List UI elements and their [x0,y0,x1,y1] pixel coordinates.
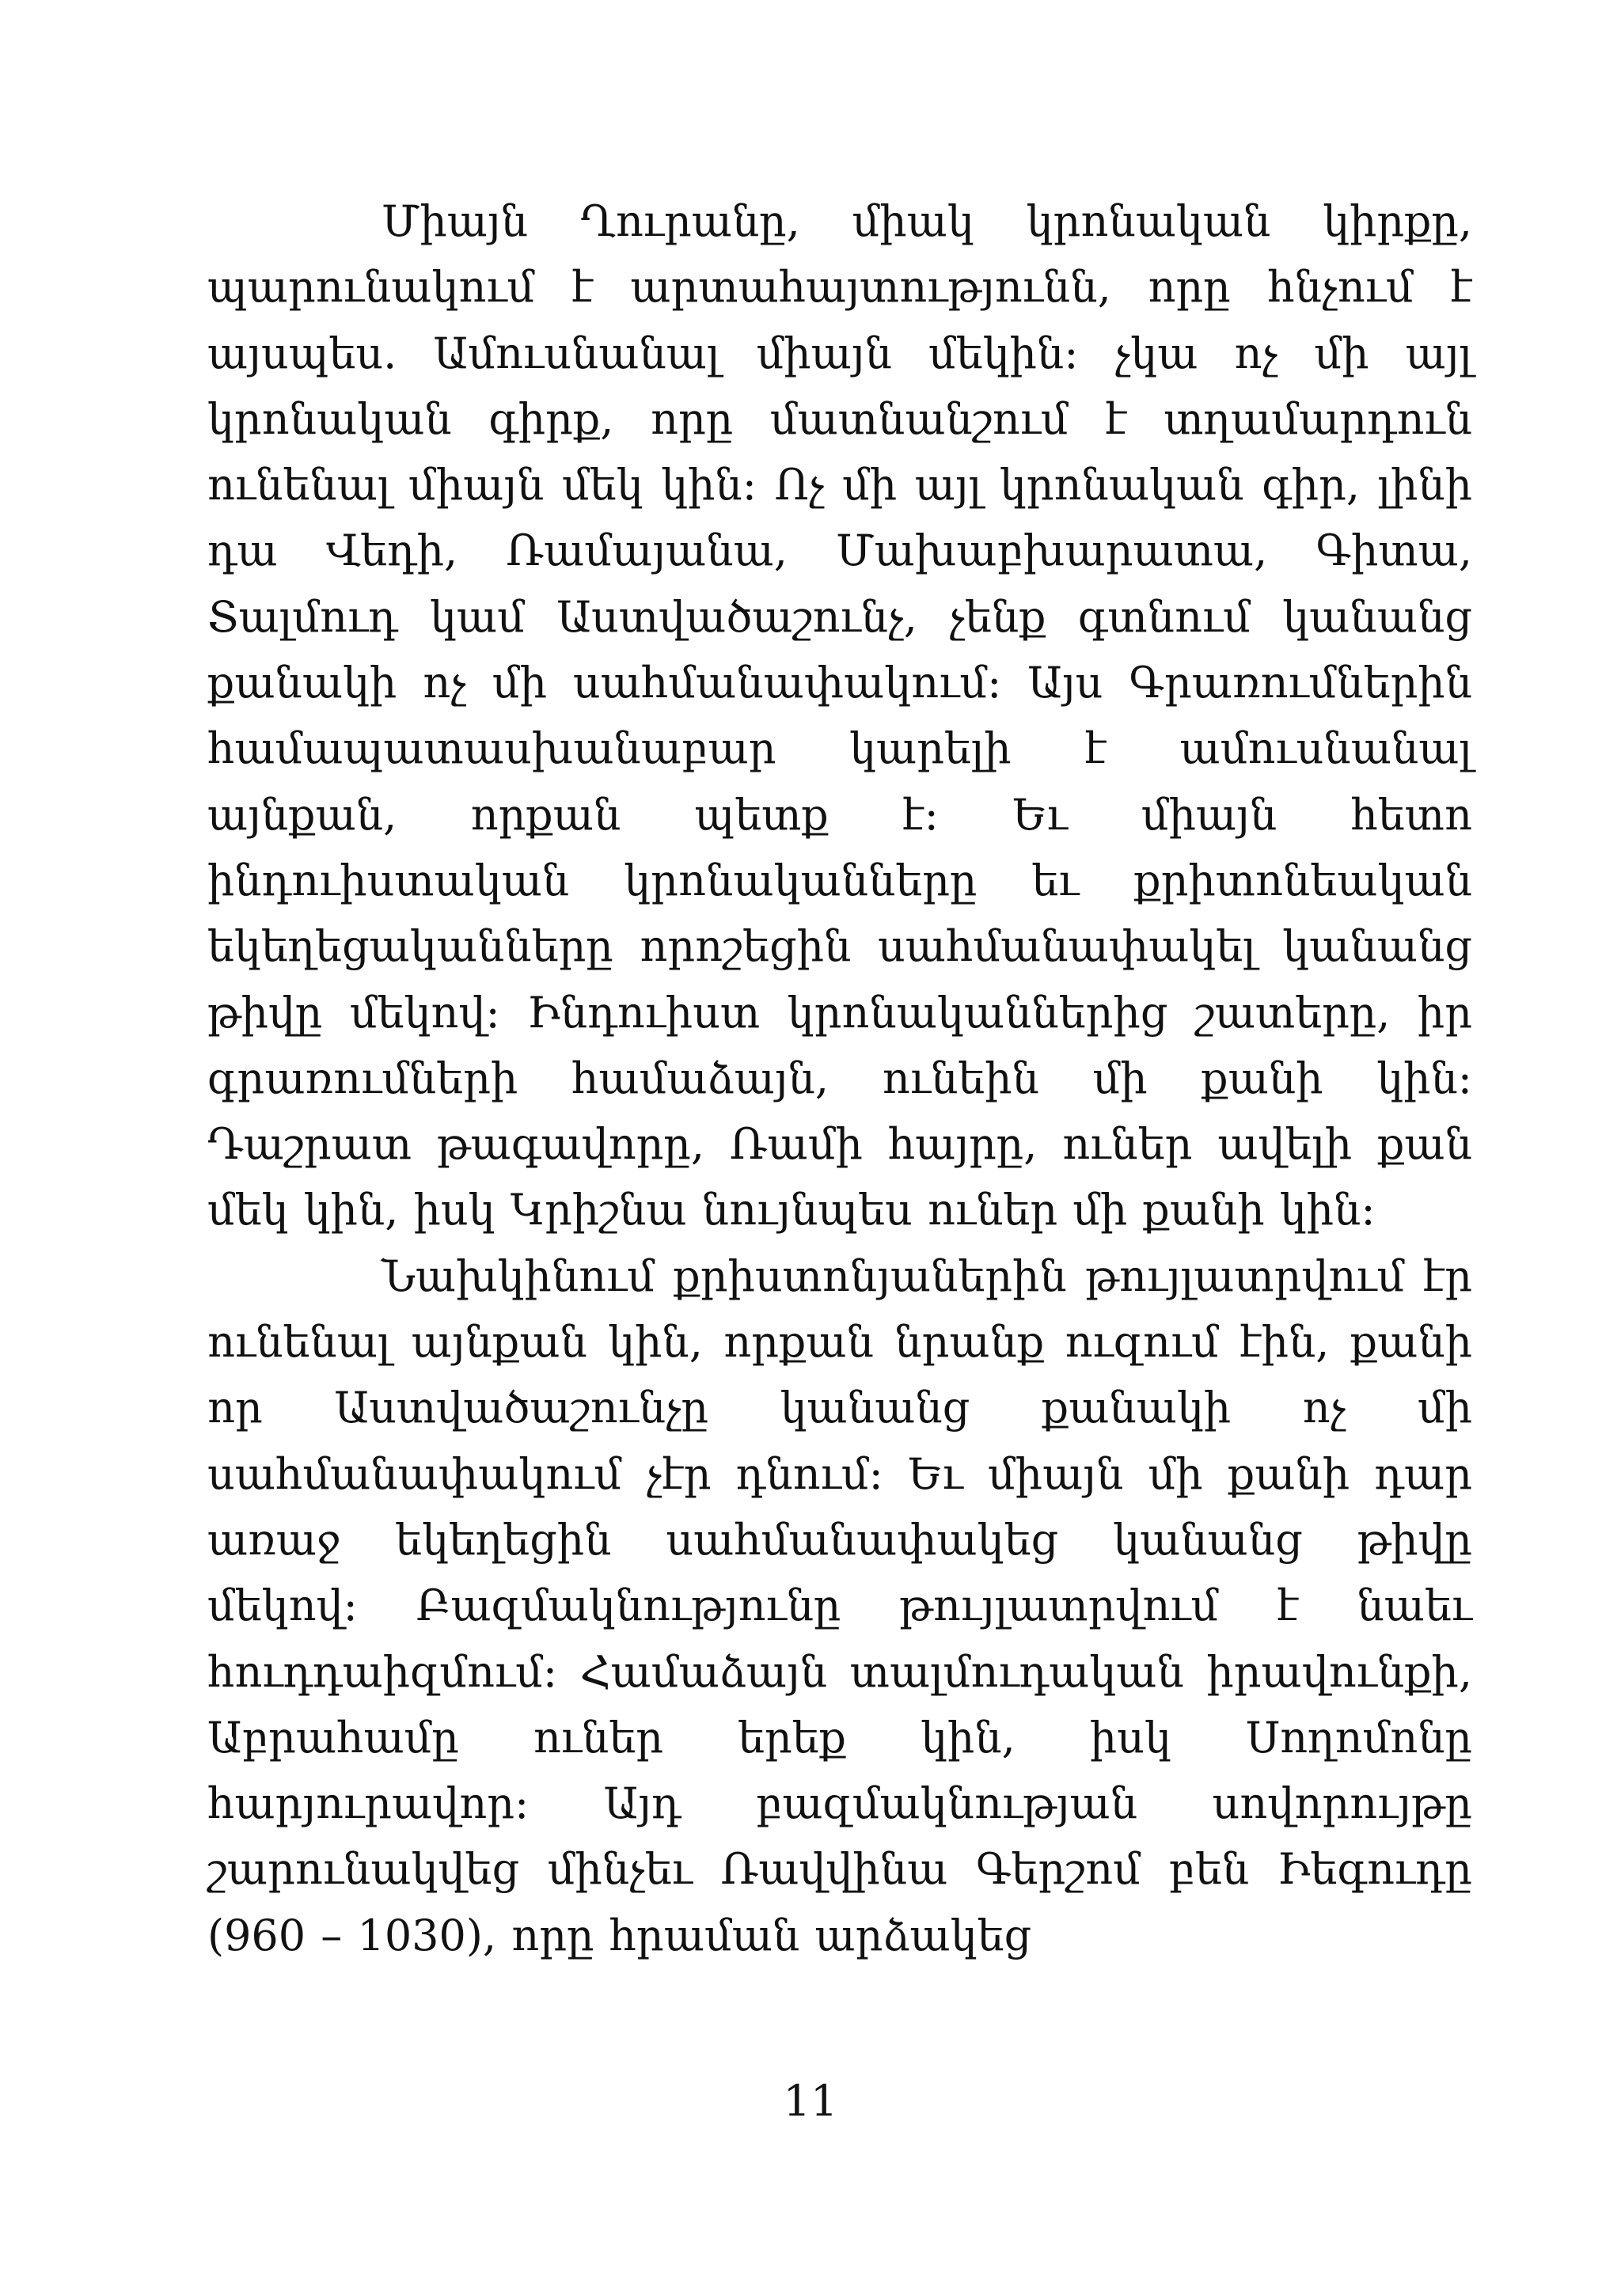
page-number: 11 [783,2076,838,2126]
paragraph: Նախկինում քրիստոնյաներին թույլատրվում էր ունենալ այնքան կին, որքան նրանք ուզում էին, քանի որ Աստվածաշունչը կանանց քանակի ոչ մի սահմանափակում չէր դնում: Եւ միայն մի քանի դար առաջ եկեղեցին սահմանափակեց կանանց թիվը մեկով: Բազմակնությունը թույլատրվում է նաեւ հուդդաիզմում: Համաձայն տալմուդական իրավունքի, Աբրահամը ուներ երեք կին, իսկ Սողոմոնը հարյուրավոր: Այդ բազմակնության սովորույթը շարունակվեց մինչեւ Ռավվինա Գերշոմ բեն Իեգուդը (960 – 1030), որը հրաման արձակեց [207,1250,1472,1960]
body-text [207,188,1472,1968]
paragraph: Միայն Ղուրանը, միակ կրոնական կիրքը, պարունակում է արտահայտությունն, որը հնչում է այսպես. Ամուսնանալ միայն մեկին: չկա ոչ մի այլ կրոնական գիրք, որը մատնանշում է տղամարդուն ունենալ միայն մեկ կին: Ոչ մի այլ կրոնական գիր, լինի դա Վեդի, Ռամայանա, Մախաբխարատա, Գիտա, Տալմուդ կամ Աստվածաշունչ, չենք գտնում կանանց քանակի ոչ մի սահմանափակում: Այս Գրառումներին համապատասխանաբար կարելի է ամուսնանալ այնքան, որքան պետք է: Եւ միայն հետո ինդուիստական կրոնականները եւ քրիտոնեական եկեղեցականները որոշեցին սահմանափակել կանանց թիվը մեկով: Ինդուիստ կրոնականներից շատերը, իր գրառումների համաձայն, ունեին մի քանի կին: Դաշրատ թագավորը, Ռամի հայրը, ուներ ավելի քան մեկ կին, իսկ Կրիշնա նույնպես ուներ մի քանի կին: [207,196,1472,1235]
